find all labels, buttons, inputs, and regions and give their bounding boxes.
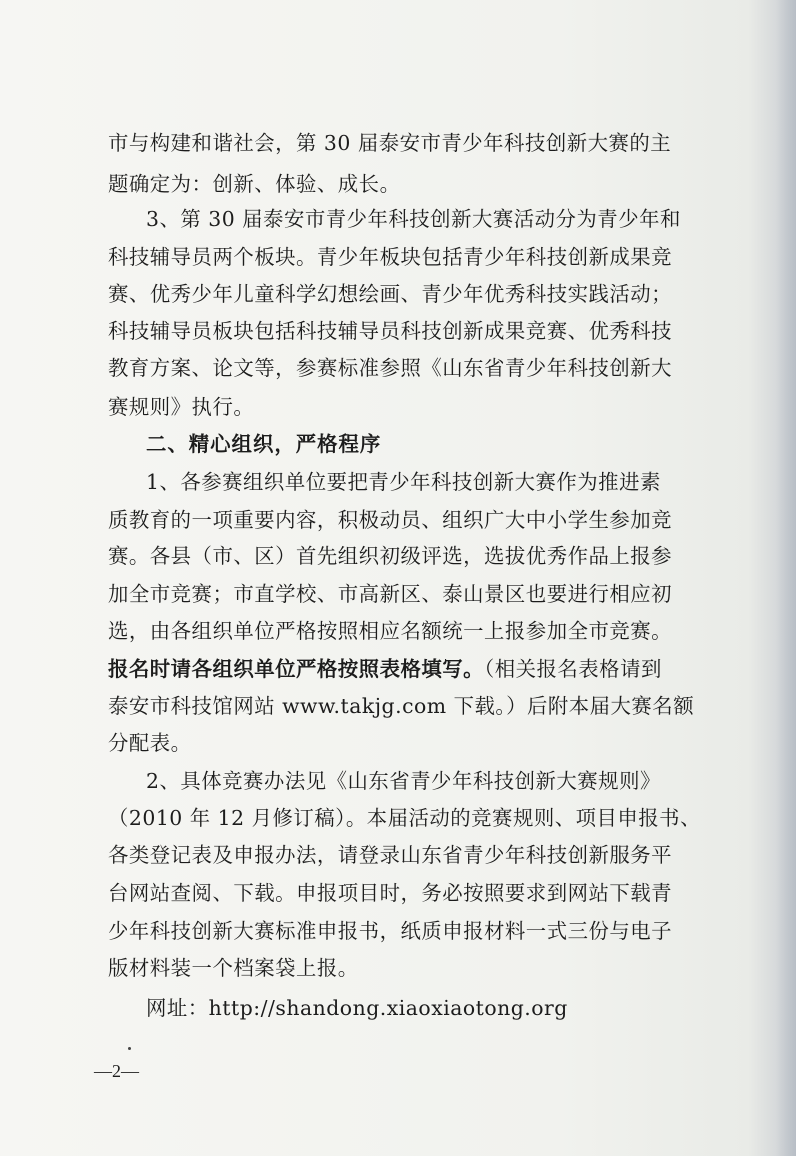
text-line: 加全市竞赛；市直学校、市高新区、泰山景区也要进行相应初 (108, 582, 673, 606)
text-line: 科技辅导员板块包括科技辅导员科技创新成果竞赛、优秀科技 (108, 319, 673, 343)
scan-speck (128, 1047, 131, 1050)
website-line: 网址：http://shandong.xiaoxiaotong.org (146, 996, 568, 1020)
text-line: 选，由各组织单位严格按照相应名额统一上报参加全市竞赛。 (108, 619, 673, 643)
text-line: 台网站查阅、下载。申报项目时，务必按照要求到网站下载青 (108, 881, 673, 905)
text-line: 1、各参赛组织单位要把青少年科技创新大赛作为推进素 (146, 470, 661, 494)
text-line: 泰安市科技馆网站 www.takjg.com 下载。）后附本届大赛名额 (108, 694, 695, 718)
text-line: 教育方案、论文等，参赛标准参照《山东省青少年科技创新大 (108, 356, 673, 380)
text-line: 版材料装一个档案袋上报。 (108, 956, 359, 980)
text-line: 质教育的一项重要内容，积极动员、组织广大中小学生参加竞 (108, 508, 673, 532)
scan-edge-shadow (776, 0, 796, 1156)
instruction-note: （相关报名表格请到 (484, 657, 662, 681)
text-line: 少年科技创新大赛标准申报书，纸质申报材料一式三份与电子 (108, 919, 673, 943)
text-line: 各类登记表及申报办法，请登录山东省青少年科技创新服务平 (108, 843, 673, 867)
text-line: 赛规则》执行。 (108, 395, 255, 419)
text-line: 市与构建和谐社会，第 30 届泰安市青少年科技创新大赛的主 (108, 131, 672, 155)
text-line: 分配表。 (108, 731, 192, 755)
page-number: —2— (94, 1061, 139, 1081)
text-line: 赛。各县（市、区）首先组织初级评选，选拔优秀作品上报参 (108, 544, 673, 568)
bold-instruction: 报名时请各组织单位严格按照表格填写。 (108, 657, 485, 681)
text-line: （2010 年 12 月修订稿）。本届活动的竞赛规则、项目申报书、 (108, 806, 701, 830)
text-line: 2、具体竞赛办法见《山东省青少年科技创新大赛规则》 (146, 769, 661, 793)
section-heading: 二、精心组织，严格程序 (146, 432, 382, 456)
text-line: 3、第 30 届泰安市青少年科技创新大赛活动分为青少年和 (146, 207, 681, 231)
text-line: 科技辅导员两个板块。青少年板块包括青少年科技创新成果竞 (108, 245, 673, 269)
text-line: 赛、优秀少年儿童科学幻想绘画、青少年优秀科技实践活动； (108, 282, 673, 306)
text-line (108, 654, 698, 684)
text-line: 题确定为：创新、体验、成长。 (108, 172, 401, 196)
